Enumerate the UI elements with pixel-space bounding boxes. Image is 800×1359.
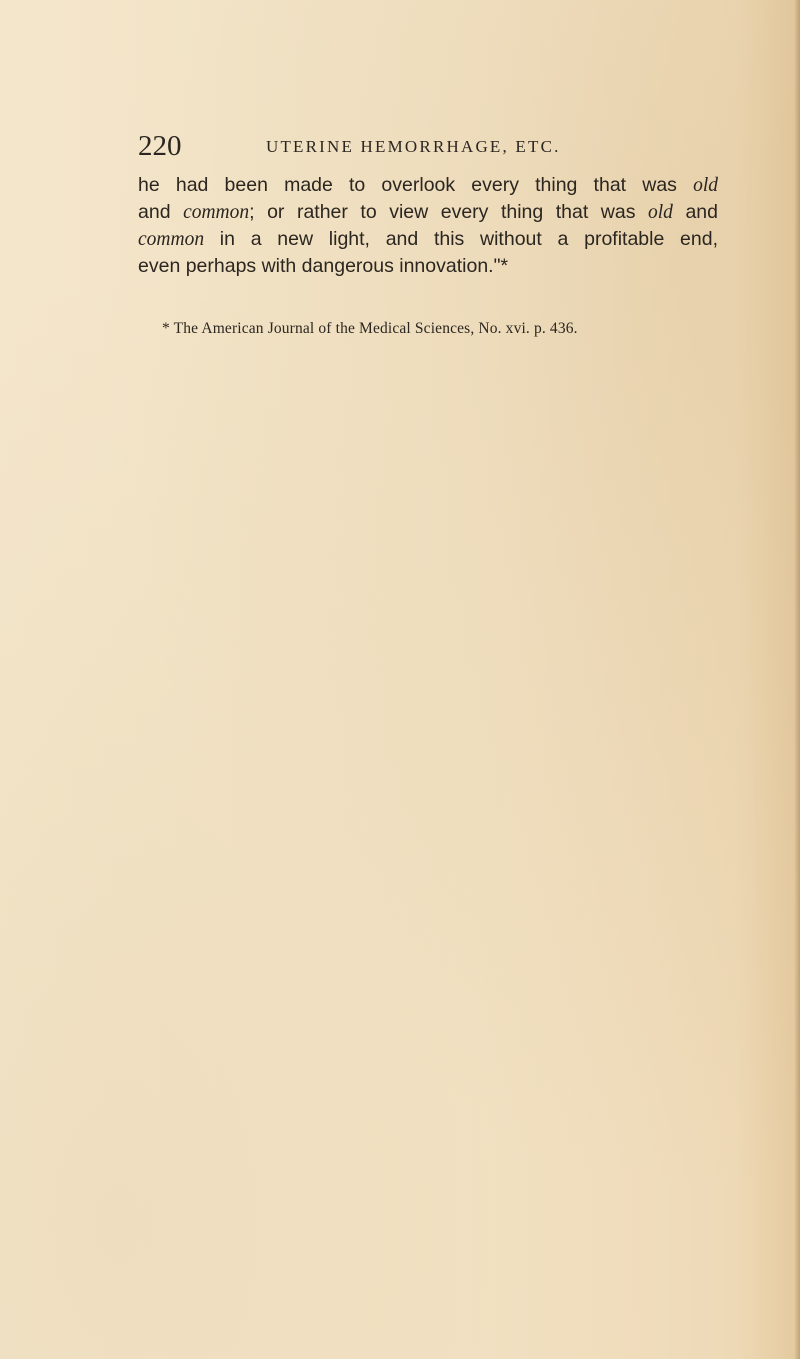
running-title: UTERINE HEMORRHAGE, ETC.: [266, 137, 561, 156]
text-segment: and: [672, 201, 718, 223]
italic-word: old: [693, 175, 718, 196]
text-segment: in a new light, and this without a profitable end,: [204, 228, 718, 250]
footnote: * The American Journal of the Medical Sciences, No. xvi. p. 436.: [162, 320, 578, 337]
italic-word: common: [183, 202, 250, 223]
text-segment: ; or rather to view every thing that was: [249, 201, 649, 223]
text-line-2: [138, 199, 718, 226]
body-paragraph: [138, 172, 718, 280]
running-head: [138, 130, 578, 162]
page-number: 220: [138, 130, 182, 162]
text-line-1: [138, 172, 718, 199]
italic-word: old: [648, 202, 673, 223]
text-line-4: even perhaps with dangerous innovation."*: [138, 255, 509, 277]
text-segment: he had been made to overlook every thing that was: [138, 174, 694, 196]
italic-word: common: [138, 229, 205, 250]
text-line-3: [138, 226, 718, 253]
page-edge-shadow: [794, 0, 800, 1359]
text-segment: and: [138, 201, 184, 223]
